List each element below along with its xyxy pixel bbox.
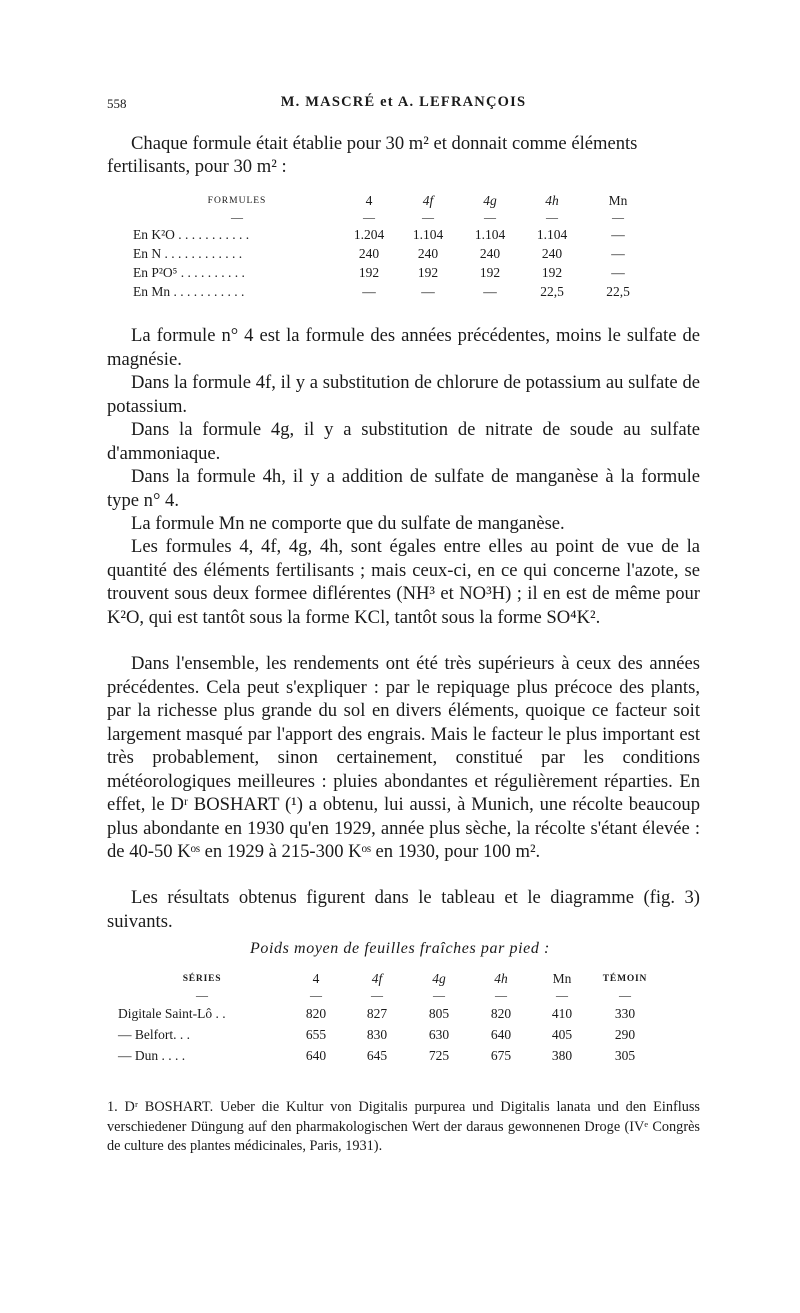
paragraph: Dans la formule 4h, il y a addition de sulfate de manganèse à la formule type n° 4.: [107, 466, 700, 511]
paragraph: La formule n° 4 est la formule des années précédentes, moins le sulfate de magnésie.: [107, 325, 700, 370]
table-cell: 240: [479, 245, 501, 261]
table-cell: 192: [479, 264, 501, 280]
table-row: [133, 244, 653, 263]
column-header: Mn: [608, 193, 628, 208]
table-cell: 1.104: [474, 226, 506, 242]
header-rule: —: [612, 210, 624, 224]
paragraph: Dans la formule 4f, il y a substitution de chlorure de potassium au sulfate de potassium.: [107, 372, 700, 417]
header-rule-row: [118, 988, 658, 1003]
table-row: [133, 282, 653, 301]
row-label: — Dun . . . .: [118, 1047, 186, 1063]
yield-table: [118, 970, 658, 1066]
header-rule: —: [363, 210, 375, 224]
table-cell: 192: [358, 264, 380, 280]
table-cell: 192: [541, 264, 563, 280]
table-cell: —: [611, 264, 625, 280]
row-label: En P²O⁵ . . . . . . . . . .: [133, 264, 245, 280]
table-cell: 410: [551, 1005, 573, 1021]
table-cell: 305: [614, 1047, 636, 1063]
column-header: 4f: [371, 971, 383, 986]
table-cell: 645: [366, 1047, 388, 1063]
table-cell: 675: [490, 1047, 512, 1063]
table-cell: 830: [366, 1026, 388, 1042]
table-cell: 330: [614, 1005, 636, 1021]
table-cell: 655: [305, 1026, 327, 1042]
column-header: 4g: [432, 971, 446, 986]
page-header: [107, 96, 700, 118]
table-cell: 630: [428, 1026, 450, 1042]
fertilizer-table-header: [133, 192, 653, 210]
table-cell: 805: [428, 1005, 450, 1021]
paragraph: Les formules 4, 4f, 4g, 4h, sont égales entre elles au point de vue de la quantité des éléments fertilisants ; mais ceux-ci, en ce qui concerne l'azote, se trouvent sous deux formee diflérentes (NH³ et NO³H) ; il en est de même pour K²O, qui est tantôt sous la forme KCl, tantôt sous la forme SO⁴K².: [107, 536, 700, 628]
table-cell: 827: [366, 1005, 388, 1021]
header-rule: —: [196, 988, 208, 1002]
header-rule: —: [546, 210, 558, 224]
header-rule-row: [133, 210, 653, 225]
table-cell: 22,5: [540, 283, 564, 299]
table-cell: 240: [358, 245, 380, 261]
table-cell: —: [483, 283, 497, 299]
header-rule: —: [495, 988, 507, 1002]
running-title: M. MASCRÉ et A. LEFRANÇOIS: [280, 94, 527, 110]
table-cell: 405: [551, 1026, 573, 1042]
table-row: [118, 1024, 658, 1045]
paragraph: La formule Mn ne comporte que du sulfate de manganèse.: [131, 513, 565, 534]
column-header: TÉMOIN: [602, 974, 648, 984]
column-header: SÉRIES: [182, 974, 222, 984]
header-rule: —: [556, 988, 568, 1002]
column-header: 4h: [494, 971, 508, 986]
intro-line-2: fertilisants, pour 30 m² :: [107, 156, 287, 177]
row-label: — Belfort. . .: [118, 1026, 190, 1042]
table-cell: 240: [541, 245, 563, 261]
table-cell: —: [362, 283, 376, 299]
header-rule: —: [371, 988, 383, 1002]
table-cell: —: [421, 283, 435, 299]
table-cell: 380: [551, 1047, 573, 1063]
table-cell: 192: [417, 264, 439, 280]
header-rule: —: [422, 210, 434, 224]
table-cell: 1.104: [536, 226, 568, 242]
table-cell: 1.104: [412, 226, 444, 242]
column-header: 4h: [545, 193, 559, 208]
row-label: En Mn . . . . . . . . . . .: [133, 283, 245, 299]
table-cell: 820: [490, 1005, 512, 1021]
paragraph: Les résultats obtenus figurent dans le tableau et le diagramme (fig. 3) suivants.: [107, 887, 700, 932]
table-cell: —: [611, 245, 625, 261]
intro-line-1: Chaque formule était établie pour 30 m² et donnait comme éléments: [131, 133, 638, 154]
fertilizer-table: [133, 192, 653, 301]
table-cell: 240: [417, 245, 439, 261]
column-header: 4g: [483, 193, 497, 208]
paragraph: Dans la formule 4g, il y a substitution de nitrate de soude au sulfate d'ammoniaque.: [107, 419, 700, 464]
table-cell: 820: [305, 1005, 327, 1021]
header-rule: —: [433, 988, 445, 1002]
column-header: 4: [365, 193, 373, 208]
table-cell: —: [611, 226, 625, 242]
column-header: 4: [312, 971, 320, 986]
page-number: 558: [107, 96, 127, 111]
header-rule: —: [619, 988, 631, 1002]
table-cell: 1.204: [353, 226, 385, 242]
column-header: 4f: [422, 193, 434, 208]
table-cell: 640: [490, 1026, 512, 1042]
table-cell: 22,5: [606, 283, 630, 299]
table-caption: Poids moyen de feuilles fraîches par pied :: [250, 940, 550, 957]
row-label: En N . . . . . . . . . . . .: [133, 245, 243, 261]
header-rule: —: [231, 210, 243, 224]
paragraph: Dans l'ensemble, les rendements ont été très supérieurs à ceux des années précédentes. Cela peut s'expliquer : par le repiquage plus précoce des plants, par la richesse plus grande du sol en divers éléments, quoique ce facteur soit largement masqué par l'apport des engrais. Mais le facteur le plus important est très probablement, sinon certainement, constitué par les conditions météorologiques meilleures : pluies abondantes et régulièrement réparties. En effet, le Dʳ BOSHART (¹) a obtenu, lui aussi, à Munich, une récolte beaucoup plus abondante en 1930 qu'en 1929, année plus sèche, la récolte s'étant élevée : de 40-50 Kᵒˢ en 1929 à 215-300 Kᵒˢ en 1930, pour 100 m².: [107, 653, 700, 862]
table-cell: 725: [428, 1047, 450, 1063]
row-label: Digitale Saint-Lô . .: [118, 1005, 226, 1021]
header-rule: —: [484, 210, 496, 224]
table-row: [133, 263, 653, 282]
table-row: [133, 225, 653, 244]
footnote: 1. Dʳ BOSHART. Ueber die Kultur von Digitalis purpurea und Digitalis lanata und den Einfluss verschiedener Düngung auf den pharmakologischen Wert der daraus gewonnenen Droge (IVᵉ Congrès de culture des plantes médicinales, Paris, 1931).: [107, 1099, 700, 1154]
yield-table-header: [118, 970, 658, 988]
table-row: [118, 1003, 658, 1024]
row-label: En K²O . . . . . . . . . . .: [133, 226, 250, 242]
table-cell: 640: [305, 1047, 327, 1063]
table-cell: 290: [614, 1026, 636, 1042]
column-header: FORMULES: [207, 196, 267, 206]
table-row: [118, 1045, 658, 1066]
column-header: Mn: [552, 971, 572, 986]
header-rule: —: [310, 988, 322, 1002]
